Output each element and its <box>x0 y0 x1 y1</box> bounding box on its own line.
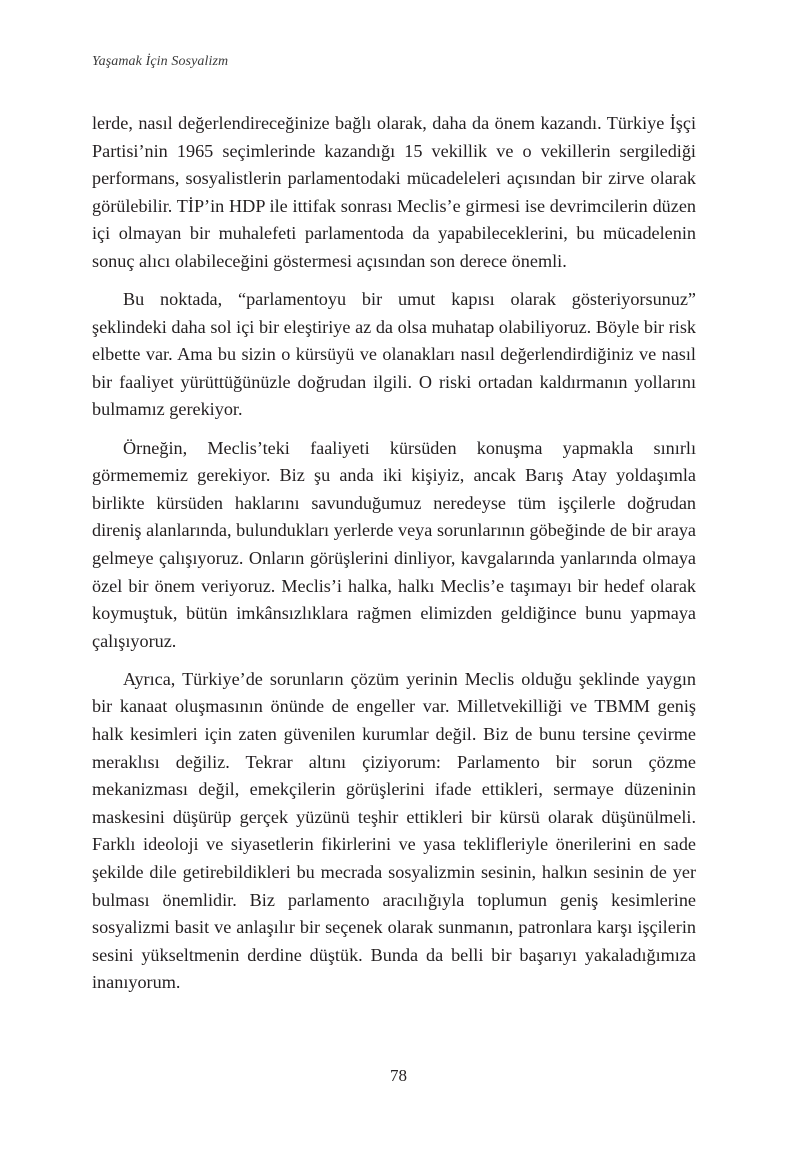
paragraph-3: Örneğin, Meclis’teki faaliyeti kürsüden konuşma yapmakla sınırlı görmememiz gerekiyor. Biz şu anda iki kişiyiz, ancak Barış Atay yoldaşımla birlikte kürsüden haklarını savunduğumuz neredeyse tüm işçilerle doğrudan direniş alanlarında, bulundukları yerlerde veya sorunlarının göbeğinde de bir araya gelmeye çalışıyoruz. Onların görüşlerini dinliyor, kavgalarında yanlarında olmaya özel bir önem veriyoruz. Meclis’i halka, halkı Meclis’e taşımayı bir hedef olarak koymuştuk, bütün imkânsızlıklara rağmen elimizden geldiğince bunu yapmaya çalışıyoruz. <box>92 437 696 651</box>
page-number: 78 <box>390 1066 407 1085</box>
body-text <box>92 110 696 1007</box>
running-header: Yaşamak İçin Sosyalizm <box>92 54 229 69</box>
paragraph-4: Ayrıca, Türkiye’de sorunların çözüm yerinin Meclis olduğu şeklinde yaygın bir kanaat oluşmasının önünde de engeller var. Milletvekilliği ve TBMM geniş halk kesimleri için zaten güvenilen kurumlar değil. Biz de bunu tersine çevirme meraklısı değiliz. Tekrar altını çiziyorum: Parlamento bir sorun çözme mekanizması değil, emekçilerin görüşlerini ifade ettikleri, sermaye düzeninin maskesini düşürüp gerçek yüzünü teşhir ettikleri bir kürsü olarak düşünülmeli. Farklı ideoloji ve siyasetlerin fikirlerini ve yasa teklifleriyle önerilerini en sade şekilde dile getirebildikleri bu mecrada sosyalizmin sesinin, halkın sesinin de yer bulması önemlidir. Biz parlamento aracılığıyla toplumun geniş kesimlerine sosyalizmi basit ve anlaşılır bir seçenek olarak sunmanın, patronlara karşı işçilerin sesini yükseltmenin derdine düştük. Bunda da belli bir başarıyı yakaladığımıza inanıyorum. <box>92 668 696 993</box>
paragraph-1: lerde, nasıl değerlendireceğinize bağlı olarak, daha da önem kazandı. Türkiye İşçi Partisi’nin 1965 seçimlerinde kazandığı 15 vekillik ve o vekillerin sergilediği performans, sosyalistlerin parlamentodaki mücadeleleri açısından bir zirve olarak görülebilir. TİP’in HDP ile ittifak sonrası Meclis’e girmesi ise devrimcilerin düzen içi olmayan bir muhalefeti parlamentoda da yapabileceklerini, bu mücadelenin sonuç alıcı olabileceğini göstermesi açısından son derece önemli. <box>92 113 696 271</box>
paragraph-2: Bu noktada, “parlamentoyu bir umut kapısı olarak gösteriyorsunuz” şeklindeki daha sol içi bir eleştiriye az da olsa muhatap olabiliyoruz. Böyle bir risk elbette var. Ama bu sizin o kürsüyü ve olanakları nasıl değerlendirdiğiniz ve nasıl bir faaliyet yürüttüğünüzle doğrudan ilgili. O riski ortadan kaldırmanın yollarını bulmamız gerekiyor. <box>92 289 696 420</box>
